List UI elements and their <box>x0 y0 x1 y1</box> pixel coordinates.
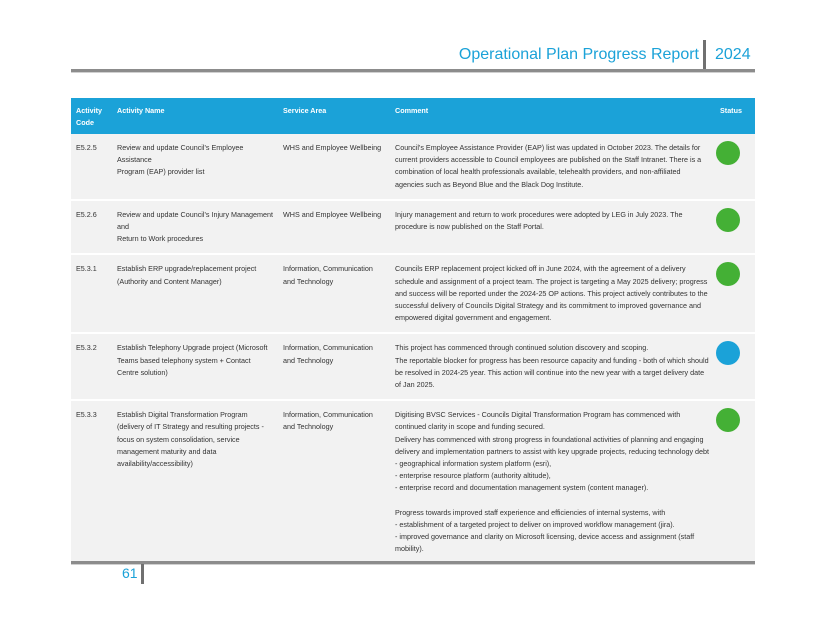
activity-comment: This project has commenced through continued solution discovery and scoping. The reportable blocker for progress has been resource capacity and funding - both of which should be resolved in 2024-25 year. This action will continue into the new year with a target delivery date of Jan 2025. <box>390 333 715 400</box>
status-indicator <box>716 208 740 232</box>
service-area: Information, Communication and Technology <box>278 254 390 333</box>
status-indicator <box>716 141 740 165</box>
column-header-name: Activity Name <box>112 98 278 134</box>
column-header-status: Status <box>715 98 755 134</box>
service-area: Information, Communication and Technology <box>278 400 390 563</box>
footer-divider <box>141 564 144 584</box>
progress-table <box>71 98 755 564</box>
service-area: Information, Communication and Technology <box>278 333 390 400</box>
status-cell <box>715 254 755 333</box>
table-row <box>71 400 755 563</box>
activity-comment: Digitising BVSC Services - Councils Digital Transformation Program has commenced with continued clarity in scope and funding secured. Delivery has commenced with strong progress in foundational activities of planning and engaging delivery and implementation partners to assist with key upgrade projects, reducing technology debt - geographical information system platform (esri), - enterprise resource platform (authority altitude), - enterprise record and documentation management system (content manager). Progress towards improved staff experience and efficiencies of internal systems, with - establishment of a targeted project to deliver on improved workflow management (jira). - improved governance and clarity on Microsoft licensing, device access and assignment (staff mobility). <box>390 400 715 563</box>
service-area: WHS and Employee Wellbeing <box>278 134 390 200</box>
column-header-code: Activity Code <box>71 98 112 134</box>
activity-comment: Council's Employee Assistance Provider (EAP) list was updated in October 2023. The details for current providers accessible to Council employees are published on the Staff Intranet. There is a combination of local health professionals available, telehealth providers, and non-affiliated agencies such as Beyond Blue and the Black Dog Institute. <box>390 134 715 200</box>
status-cell <box>715 200 755 255</box>
activity-name: Review and update Council's Employee Assistance Program (EAP) provider list <box>112 134 278 200</box>
status-cell <box>715 333 755 400</box>
status-indicator <box>716 341 740 365</box>
activity-code: E5.2.5 <box>71 134 112 200</box>
status-indicator <box>716 408 740 432</box>
header-divider <box>703 40 706 72</box>
report-title: Operational Plan Progress Report <box>458 46 699 63</box>
activity-comment: Councils ERP replacement project kicked off in June 2024, with the agreement of a delivery schedule and assignment of a project team. The project is targeting a May 2025 delivery; progress and success will be reported under the 2024-25 OP actions. This project actively contributes to the successful delivery of Councils Digital Strategy and its commitment to improved governance and empowered digital government and engagement. <box>390 254 715 333</box>
activity-name: Establish ERP upgrade/replacement project (Authority and Content Manager) <box>112 254 278 333</box>
activity-code: E5.3.2 <box>71 333 112 400</box>
table-row <box>71 254 755 333</box>
activity-code: E5.3.1 <box>71 254 112 333</box>
service-area: WHS and Employee Wellbeing <box>278 200 390 255</box>
table-header-row <box>71 98 755 134</box>
page-number: 61 <box>122 565 138 581</box>
status-cell <box>715 400 755 563</box>
status-indicator <box>716 262 740 286</box>
column-header-comment: Comment <box>390 98 715 134</box>
activity-code: E5.2.6 <box>71 200 112 255</box>
activity-name: Establish Digital Transformation Program (delivery of IT Strategy and resulting projects - focus on system consolidation, service management maturity and data availability/accessibility) <box>112 400 278 563</box>
status-cell <box>715 134 755 200</box>
report-year: 2024 <box>715 46 751 63</box>
activity-name: Review and update Council's Injury Management and Return to Work procedures <box>112 200 278 255</box>
column-header-service: Service Area <box>278 98 390 134</box>
activity-name: Establish Telephony Upgrade project (Microsoft Teams based telephony system + Contact Centre solution) <box>112 333 278 400</box>
table-row <box>71 333 755 400</box>
activity-code: E5.3.3 <box>71 400 112 563</box>
activity-comment: Injury management and return to work procedures were adopted by LEG in July 2023. The procedure is now published on the Staff Portal. <box>390 200 715 255</box>
footer-rule-shadow <box>71 564 755 565</box>
table-row <box>71 134 755 200</box>
table-row <box>71 200 755 255</box>
header-rule-shadow <box>71 72 755 73</box>
